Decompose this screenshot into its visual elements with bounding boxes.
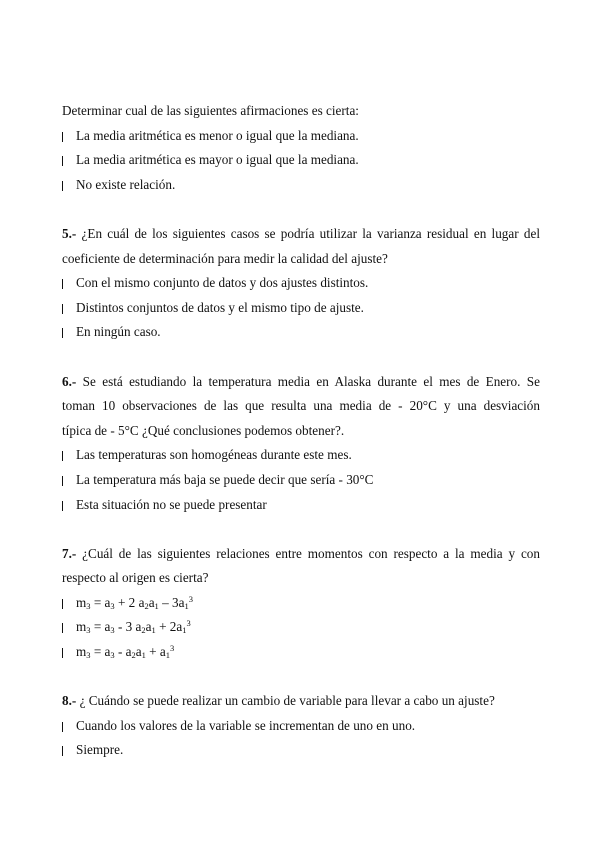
q7-stem-line-1: 7.- ¿Cuál de las siguientes relaciones entre momentos con respecto a la media y con — [62, 545, 540, 561]
q4-option-1: La media aritmética es menor o igual que la mediana. — [62, 124, 540, 149]
q8-number: 8.- — [62, 693, 77, 709]
q7-number: 7.- — [62, 545, 77, 561]
q7-option-3 — [62, 640, 540, 665]
formula-2: $m_3 = a_3 - 3$ $a_2a_1 + 2a_1^3$ — [76, 618, 191, 636]
bullet-icon — [62, 304, 63, 314]
bullet-icon — [62, 451, 63, 461]
q4-intro: Determinar cual de las siguientes afirmaciones es cierta: — [62, 103, 359, 118]
q4-option-2: La media aritmética es mayor o igual que la mediana. — [62, 148, 540, 173]
q7-option-1 — [62, 591, 540, 616]
bullet-icon — [62, 328, 63, 338]
q6-stem-line-1: 6.- Se está estudiando la temperatura media en Alaska durante el mes de Enero. Se — [62, 373, 540, 389]
bullet-icon — [62, 476, 63, 486]
q7-stem-line-2: respecto al origen es cierta? — [62, 570, 209, 586]
q6-option-2: La temperatura más baja se puede decir que sería - 30°C — [62, 468, 540, 493]
q7-option-2 — [62, 615, 540, 640]
q5-option-3: En ningún caso. — [62, 320, 540, 345]
formula-3: $m_3 = a_3 - a_2a_1 + a_1^3$ — [76, 643, 175, 661]
q6-number: 6.- — [62, 373, 77, 389]
q8-option-1: Cuando los valores de la variable se incrementan de uno en uno. — [62, 714, 540, 739]
q6-stem-line-3: típica de - 5°C ¿Qué conclusiones podemos obtener?. — [62, 422, 345, 438]
q6-stem-line-2: toman 10 observaciones de las que resulta una media de - 20°C y una desviación — [62, 398, 540, 414]
q5-option-2: Distintos conjuntos de datos y el mismo tipo de ajuste. — [62, 296, 540, 321]
bullet-icon — [62, 722, 63, 732]
q8-stem-line-1: 8.- ¿ Cuándo se puede realizar un cambio de variable para llevar a cabo un ajuste? — [62, 693, 495, 709]
document-page — [62, 99, 540, 763]
bullet-icon — [62, 132, 63, 142]
bullet-icon — [62, 181, 63, 191]
q6-option-3: Esta situación no se puede presentar — [62, 493, 540, 518]
q6-option-1: Las temperaturas son homogéneas durante este mes. — [62, 443, 540, 468]
q5-number: 5.- — [62, 225, 77, 241]
bullet-icon — [62, 623, 63, 633]
bullet-icon — [62, 156, 63, 166]
bullet-icon — [62, 279, 63, 289]
q5-option-1: Con el mismo conjunto de datos y dos ajustes distintos. — [62, 271, 540, 296]
q8-option-2: Siempre. — [62, 738, 540, 763]
q5-stem-line-2: coeficiente de determinación para medir la calidad del ajuste? — [62, 250, 388, 266]
bullet-icon — [62, 501, 63, 511]
formula-1: $m_3 = a_3 + 2$ $a_2a_1 - 3a_1^3$ — [76, 593, 193, 611]
bullet-icon — [62, 599, 63, 609]
bullet-icon — [62, 648, 63, 658]
q5-stem-line-1: 5.- ¿En cuál de los siguientes casos se podría utilizar la varianza residual en lugar del — [62, 225, 540, 241]
bullet-icon — [62, 746, 63, 756]
q4-option-3: No existe relación. — [62, 173, 540, 198]
